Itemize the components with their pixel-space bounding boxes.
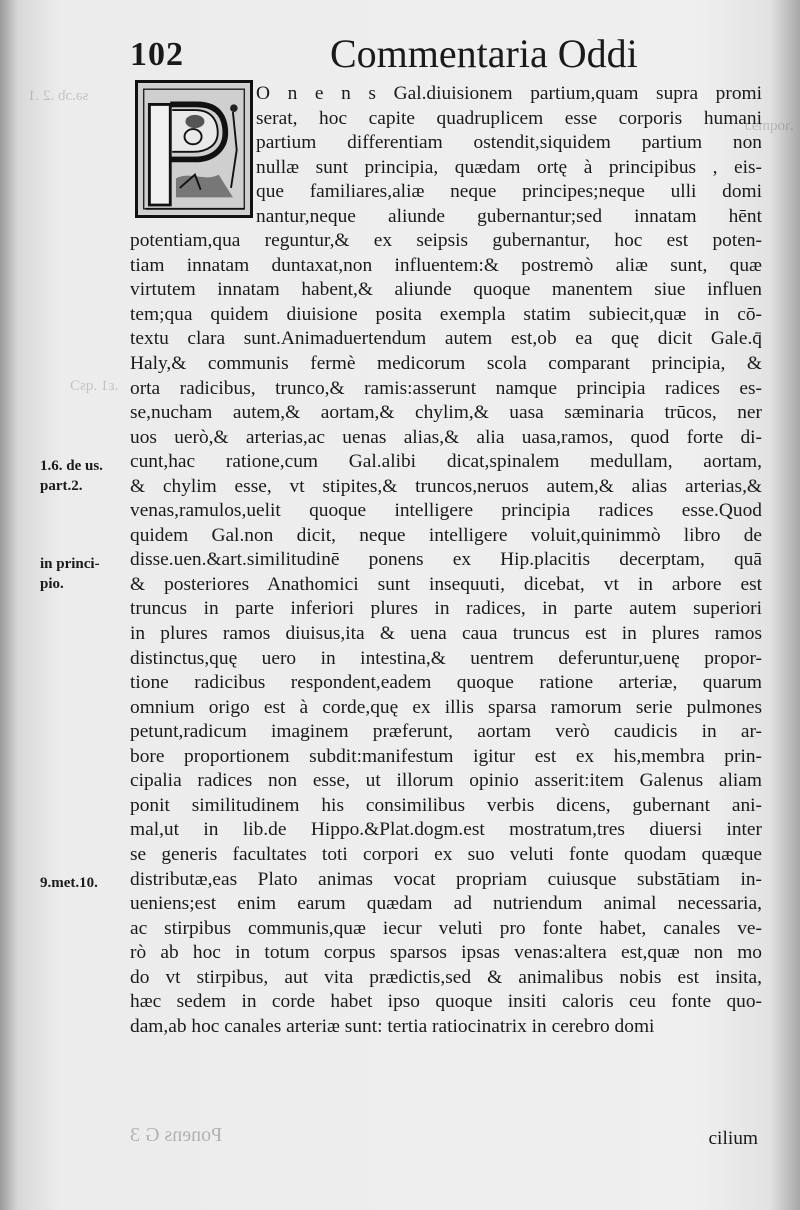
text-line: tiam innatam duntaxat,non influentem:& postremò aliæ sunt, quæ: [130, 254, 762, 276]
margin-note: [40, 554, 130, 594]
text-line: quidem Gal.non dicit, neque intelligere voluit,quinimmò libro de: [130, 524, 762, 546]
text-line: partium differentiam ostendit,siquidem partium non: [256, 132, 762, 154]
signature-bleed-through: Ponens G 3: [130, 1124, 223, 1146]
text-line: & posteriores Anathomici sunt insequuti, dicebat, vt in arbore est: [130, 573, 762, 595]
bleed-through-text: sə.ɔb .2 .1: [28, 88, 89, 104]
text-line: que familiares,aliæ neque principes;neque ulli domi: [256, 181, 762, 203]
bleed-through-text: .ɿoqmɘɔ: [745, 118, 794, 134]
margin-note-line: in princi-: [40, 556, 100, 572]
running-title: Commentaria Oddi: [330, 31, 638, 76]
text-line: serat, hoc capite quadruplicem esse corporis humani: [256, 107, 762, 129]
text-line: ac stirpibus communis,quæ iecur veluti pro fonte habet, canales ve-: [130, 917, 762, 939]
text-line: cunt,hac ratione,cum Gal.alibi dicat,spinalem medullam, aortam,: [130, 451, 762, 473]
margin-note: [40, 873, 130, 893]
text-line: truncus in parte inferiori plures in radices, in parte autem superiori: [130, 598, 762, 620]
text-line: dam,ab hoc canales arteriæ sunt: tertia ratiocinatrix in cerebro domi: [130, 1015, 655, 1037]
text-line: venas,ramulos,uelit quoque intelligere principia radices esse.Quod: [130, 500, 762, 522]
text-line: distributæ,eas Plato animas vocat propriam cuiusque substātiam in-: [130, 868, 762, 890]
text-line: distinctus,quę uero in intestina,& uentrem deferuntur,uenę propor-: [130, 647, 762, 669]
text-line: virtutem innatam habent,& aliunde quoque manentem siue influen: [130, 279, 762, 301]
text-line: se generis facultates toti corpori ex suo veluti fonte quodam quæque: [130, 843, 762, 865]
text-line: se,nucham autem,& aortam,& chylim,& uasa sæminaria trūcos, ner: [130, 402, 762, 424]
text-line: O n e n s Gal.diuisionem partium,quam supra promi: [256, 83, 762, 104]
margin-note: [40, 456, 130, 496]
text-line: cipalia radices non esse, ut illorum opinio asserit:item Galenus aliam: [130, 770, 762, 792]
text-line: rò ab hoc in totum corpus sparsos ipsas venas:altera est,quæ non mo: [130, 942, 762, 964]
page-header: [130, 30, 760, 80]
catchword: cilium: [708, 1128, 758, 1149]
text-line: petunt,radicum imaginem præferunt, aortam verò caudicis in ar-: [130, 721, 762, 743]
text-line: hæc sedem in corde habet ipso quoque insiti caloris ceu fonte quo-: [130, 991, 762, 1013]
margin-note-line: part.2.: [40, 478, 83, 494]
margin-note-line: pio.: [40, 576, 64, 592]
margin-note-line: 9.met.10.: [40, 875, 98, 891]
text-line: disse.uen.&art.similitudinē ponens ex Hip.placitis decerptam, quā: [130, 549, 762, 571]
text-line: do vt stirpibus, aut vita prædictis,sed & animalibus nobis est insita,: [130, 966, 762, 988]
text-line: ueniens;est enim earum quædam ad nutriendum animal necessaria,: [130, 893, 762, 915]
text-line: mal,ut in lib.de Hippo.&Plat.dogm.est mostratum,tres diuersi inter: [130, 819, 762, 841]
text-line: tione radicibus respondent,eadem quoque ratione arteriæ, quarum: [130, 672, 762, 694]
text-line: textu clara sunt.Animaduertendum autem est,ob ea quę dicit Gale.q̄: [130, 328, 762, 350]
text-line: nantur,neque aliunde gubernantur;sed innatam hēnt: [256, 205, 762, 227]
text-line: omnium origo est à corde,quę ex illis sparsa ramorum serie pulmones: [130, 696, 762, 718]
text-line: nullæ sunt principia, quædam ortę à principibus , eis-: [256, 156, 762, 178]
text-line: tem;qua quidem diuisione posita exempla statim subiecit,quæ in cō-: [130, 303, 762, 325]
text-line: potentiam,qua reguntur,& ex seipsis gubernantur, hoc est poten-: [130, 230, 762, 252]
text-line: Haly,& communis fermè medicorum scola comparant principia, &: [130, 353, 762, 375]
text-line: bore proportionem subdit:manifestum igitur est ex his,membra prin-: [130, 745, 762, 767]
text-line: uos uerò,& arterias,ac uenas alias,& alia uasa,ramos, quod forte di-: [130, 426, 762, 448]
text-line: in plures ramos diuisus,ita & uena caua truncus est in plures ramos: [130, 623, 762, 645]
text-line: & chylim esse, vt stipites,& truncos,neruos autem,& alias arterias,&: [130, 475, 762, 497]
text-line: ponit similitudinem his consimilibus verbis dicens, gubernant ani-: [130, 794, 762, 816]
main-text-block: [130, 82, 762, 1039]
page-number: 102: [130, 36, 184, 73]
margin-note-line: 1.6. de us.: [40, 458, 103, 474]
text-line: orta radicibus, trunco,& ramis:asserunt namque principia radices es-: [130, 377, 762, 399]
bleed-through-text: .ɛ1 .qsƆ: [70, 378, 119, 394]
